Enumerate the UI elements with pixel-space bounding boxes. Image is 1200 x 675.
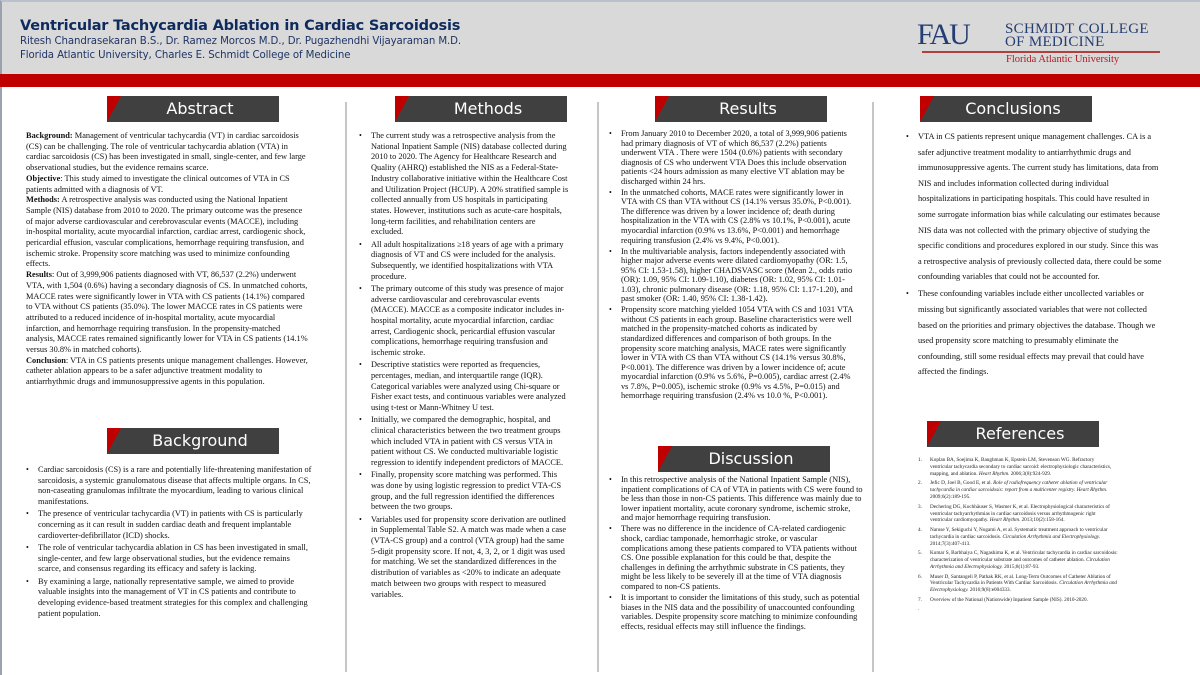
- methods-bullet: • All adult hospitalizations ≥18 years of age with a primary diagnosis of VT and CS were included for the analysis. Subsequently, we identified hospitalizations with VTA procedure.: [357, 240, 569, 283]
- abstract-paragraph-label: Results: [26, 270, 52, 280]
- reference-item: [918, 457, 1118, 478]
- results-bullet: • Propensity score matching yielded 1054 VTA with CS and 1031 VTA without CS patients in each group. Baseline characteristics were well matched in the propensity-matched cohorts as indicated by standardized differences and comparison of both groups. In the propensity score matching analysis, MACE rates were significantly lower in VTA with CS than VTA without CS (14.1% versus 30.8%, P<0.001). The difference was driven by a lower incidence of; acute myocardial infarction (0.9% vs 5.6%, P=0.005), cardiac arrest (2.4% vs 7.8%, P=0.005), ischemic stroke (0.9% vs 4.5%, P=0.015) and hemorrhage requiring transfusion (2.4% vs 10.0 %, P<0.001).: [607, 305, 857, 400]
- reference-item: [918, 480, 1118, 501]
- abstract-paragraph-text: A retrospective analysis was conducted using the National Inpatient Sample (NIS) database from 2010 to 2020. The primary outcome was the presence of major adverse cardiovascular and cerebrovascular events (MACCE), including in-hospital mortality, acute myocardial infarction, cardiac arrest, cardiogenic shock, pericardial effusion, vascular complications, hemorrhage requiring transfusion, and ischemic stroke. Propensity score matching was used to minimize confounding effects.: [26, 195, 306, 269]
- poster-authors: Ritesh Chandrasekaran B.S., Dr. Ramez Morcos M.D., Dr. Pugazhendhi Vijayaraman M.D.: [20, 36, 462, 47]
- fau-logo-school-line1: SCHMIDT COLLEGE: [1005, 21, 1149, 37]
- conclusions-list: [904, 129, 1162, 382]
- discussion-heading: Discussion: [658, 446, 830, 472]
- reference-journal: Role of radiofrequency catheter ablation of ventricular tachycardia in cardiac sarcoidosis: report from a multicenter registry. Heart Rhythm.: [930, 480, 1108, 494]
- reference-item: [918, 574, 1118, 595]
- results-list: [607, 129, 857, 402]
- reference-number: 2.: [918, 480, 922, 487]
- abstract-paragraph-label: Background:: [26, 131, 73, 140]
- discussion-list: [607, 475, 863, 633]
- reference-text: Dechering DG, Kochhäuser S, Wasmer K, et al. Electrophysiological characteristics of ventricular tachyarrhythmias in cardiac sarcoidosis versus arrhythmogenic right ventricular cardiomyopathy.: [930, 503, 1110, 524]
- results-bullet: • From January 2010 to December 2020, a total of 3,999,906 patients had primary diagnosis of VT of which 86,537 (2.2%) patients underwent VTA . There were 1504 (0.6%) patients with secondary diagnosis of CS who underwent VTA Does this include observation patients <24 hours admission as many elective VT ablation may be discharged within 24 hrs.: [607, 129, 857, 186]
- abstract-paragraph: [26, 356, 308, 388]
- background-bullet: • The role of ventricular tachycardia ablation in CS has been investigated in small, single-center, and few large observational studies, but the evidence remains scarce, and consensus regarding its efficacy and safety is lacking.: [24, 543, 312, 575]
- discussion-bullet: • In this retrospective analysis of the National Inpatient Sample (NIS), inpatient complications of CA of VTA in patients with CS were found to be less than those in non-CS patients. This difference was mainly due to lower inpatient mortality, acute coronary syndrome, ischemic stroke, and major hemorrhage requiring transfusion.: [607, 475, 863, 523]
- heading-red-wedge: [107, 428, 121, 454]
- reference-number: 1.: [918, 457, 922, 463]
- background-list: [24, 465, 312, 621]
- references-heading: References: [927, 421, 1099, 447]
- reference-number: 4.: [918, 526, 922, 533]
- abstract-paragraph-text: Management of ventricular tachycardia (VT) in cardiac sarcoidosis (CS) can be challenging. The role of ventricular tachycardia ablation (VTA) in cardiac sarcoidosis (CS) has been investigated in small, single-center, and few large observational studies, but the evidence remains scarce.: [26, 131, 306, 173]
- abstract-paragraph: [26, 131, 308, 174]
- poster-header: [0, 0, 1200, 74]
- methods-list: [357, 131, 569, 602]
- fau-logo-university: Florida Atlantic University: [1006, 54, 1120, 65]
- reference-number: .: [918, 606, 920, 613]
- column-divider-2: [597, 102, 599, 672]
- methods-bullet: • The current study was a retrospective analysis from the National Inpatient Sample (NIS) database collected during 2010 to 2020. The Agency for Healthcare Research and Quality (AHRQ) established the NIS as a Federal-State-Industry collaborative initiative within the Healthcare Cost and Utilization Project (HCUP). A 20% stratified sample is collected annually from US hospitals in participating states. However, institutions such as acute-care hospitals, long-term facilities, and rehabilitation centers are excluded.: [357, 131, 569, 238]
- header-red-stripe: [0, 74, 1200, 87]
- reference-text: Jefic D, Joel B, Good E, et al.: [930, 480, 994, 487]
- background-bullet: • Cardiac sarcoidosis (CS) is a rare and potentially life-threatening manifestation of sarcoidosis, a systemic granulomatous disease that affects multiple organs. In CS, non-caseating granulomas infiltrate the myocardium, leading to various clinical manifestations.: [24, 465, 312, 508]
- methods-bullet: • Initially, we compared the demographic, hospital, and clinical characteristics between the two treatment groups which included VTA in patient with CS versus VTA in patient without CS. We conducted multivariable logistic regression to identify independent predictors of MACCE.: [357, 415, 569, 469]
- heading-red-wedge: [920, 96, 934, 122]
- abstract-paragraph: [26, 174, 308, 195]
- methods-bullet: • Finally, propensity score matching was performed. This was done by using logistic regression to predict VTA-CS group, and the full regression identified the differences between the two groups.: [357, 470, 569, 513]
- conclusions-bullet: • These confounding variables include either uncollected variables or missing but significantly associated variables that were not collected based on the priorities and primary objectives the database. Though we used propensity score matching to presumably eliminate the confounding, still some residual effects may prevail that could have affected the findings.: [904, 286, 1162, 380]
- reference-item: [918, 504, 1118, 525]
- fau-logo-rule: [922, 51, 1160, 53]
- reference-citation: 2013;10(2):158-164.: [1020, 517, 1065, 524]
- abstract-body: [26, 131, 308, 388]
- results-bullet: • In the multivariable analysis, factors independently associated with higher major adverse events were dilated cardiomyopathy (OR: 1.5, 95% CI: 1.53-1.58), higher CHADSVASC score (Mean 2., odds ratio (OR): 1.09, 95% CI: 1.09-1.10), diabetes (OR: 1.02, 95% CI: 1.01-1.03), chronic pulmonary disease (OR: 1.18, 95% CI: 1.17-1.20), and past smoker (OR: 1.40, 95% CI: 1.38-1.42).: [607, 247, 857, 304]
- discussion-bullet: • There was no difference in the incidence of CA-related cardiogenic shock, cardiac tamponade, hemorrhagic stroke, or vascular complications among these patients compared to VTA patients without CS. One possible explanation for this could be that, despite the challenges in defining the arrhythmic substrate in CS patients, they might be less likely to be severely ill at the time of VTA diagnosis compared to non-CS patients.: [607, 524, 863, 591]
- reference-citation: 2009;6(2):189-195.: [930, 494, 971, 501]
- poster-affiliation: Florida Atlantic University, Charles E. Schmidt College of Medicine: [20, 50, 351, 61]
- results-heading: Results: [655, 96, 827, 122]
- reference-journal: Circulation Arrhythmia and Electrophysiology.: [1002, 533, 1101, 540]
- abstract-paragraph-text: : VTA in CS patients presents unique management challenges. However, catheter ablation appears to be a safer adjunctive treatment modality to antiarrhythmic drugs and immunosuppressive agents in this population.: [26, 355, 308, 387]
- reference-citation: 2016;9(8):e004333.: [968, 587, 1011, 594]
- reference-text: Overview of the National (Nationwide) Inpatient Sample (NIS). 2010-2020.: [930, 596, 1088, 603]
- heading-red-wedge: [927, 421, 941, 447]
- abstract-paragraph-label: Conclusion: [26, 355, 66, 365]
- abstract-paragraph-text: : This study aimed to investigate the clinical outcomes of VTA in CS patients admitted with a diagnosis of VT.: [26, 173, 290, 194]
- abstract-paragraph-label: Objective: [26, 173, 61, 183]
- abstract-paragraph-label: Methods:: [26, 195, 60, 205]
- methods-bullet: • Variables used for propensity score derivation are outlined in Supplemental Table S2. A match was made when a case (VTA-CS group) and a control (VTA group) had the same 5-digit propensity score. If not, 4, 3, 2, or 1 digit was used for matching. We set the standardized differences in the distribution of variables as <20% to indicate an adequate match between two groups with respect to measured variables.: [357, 515, 569, 601]
- abstract-paragraph: [26, 270, 308, 356]
- conclusions-bullet: • VTA in CS patients represent unique management challenges. CA is a safer adjunctive treatment modality to antiarrhythmic drugs and immunosuppressive agents. The current study has limitations, data from NIS and includes information collected during individual hospitalizations in participating hospitals. This could have resulted in some surrogate information bias while calculating our estimates because NIS data was not collected with the primary objective of studying the specific conditions and procedures explored in our study. Since this was a retrospective analysis of previously collected data, there could be some confounding variables that could not be accounted for.: [904, 129, 1162, 285]
- results-bullet: • In the unmatched cohorts, MACE rates were significantly lower in VTA with CS than VTA without CS (14.1% versus 35.0%, P<0.001). The difference was driven by a lower incidence of; death during hospitalization in the VTA with CS (2.8% vs 10.1%, P<0.001), acute myocardial infarction (0.9% vs 13.6%, P<0.001) and hemorrhage requiring transfusion (2.4% vs 9.4%, P<0.001).: [607, 188, 857, 245]
- fau-logo: [917, 18, 1187, 68]
- reference-number: 5.: [918, 550, 922, 557]
- reference-item: [918, 597, 1118, 604]
- fau-logo-mark: FAU: [917, 18, 969, 51]
- reference-item: [918, 527, 1118, 548]
- left-edge-border: [0, 87, 2, 675]
- reference-journal: Circulation Arrhythmia and Electrophysiology.: [930, 580, 1118, 594]
- methods-heading: Methods: [395, 96, 567, 122]
- abstract-heading: Abstract: [107, 96, 279, 122]
- column-divider-3: [872, 102, 874, 672]
- methods-bullet: • The primary outcome of this study was presence of major adverse cardiovascular and cerebrovascular events (MACCE). MACCE as a composite indicator includes in-hospital mortality, acute myocardial infarction, cardiac arrest, Cardiogenic shock, pericardial effusion vascular complications, hemorrhage requiring transfusion and ischemic stroke.: [357, 284, 569, 359]
- reference-number: 7.: [918, 596, 922, 603]
- reference-text: Muser D, Santangeli P, Pathak RK, et al. Long-Term Outcomes of Catheter Ablation of Ventricular Tachycardia in Patients With Cardiac Sarcoidosis.: [930, 573, 1111, 587]
- poster-title: Ventricular Tachycardia Ablation in Cardiac Sarcoidosis: [20, 18, 461, 34]
- background-bullet: • The presence of ventricular tachycardia (VT) in patients with CS is particularly concerning as it can result in sudden cardiac death and frequent implantable cardioverter-defibrillator (ICD) shocks.: [24, 509, 312, 541]
- heading-red-wedge: [658, 446, 672, 472]
- discussion-bullet: • It is important to consider the limitations of this study, such as potential biases in the NIS data and the possibility of unaccounted confounding variables. Despite propensity score matching to minimize confounding effects, residual effects may still influence the findings.: [607, 593, 863, 631]
- reference-text: Koplan BA, Soejima K, Baughman K, Epstein LM, Stevenson WG. Refractory ventricular tachycardia secondary to cardiac sarcoid: electrophysiologic characteristics, mapping, and ablation.: [930, 457, 1112, 477]
- reference-citation: 2006;3(8):924-929.: [1009, 470, 1052, 477]
- column-divider-1: [345, 102, 347, 672]
- background-bullet: • By examining a large, nationally representative sample, we aimed to provide valuable insights into the management of VT in CS patients and contribute to developing evidence-based treatment strategies for this complex and challenging patient population.: [24, 577, 312, 620]
- heading-red-wedge: [395, 96, 409, 122]
- reference-journal: Circulation Arrhythmia and Electrophysiology.: [930, 557, 1110, 571]
- reference-number: 3.: [918, 503, 922, 510]
- abstract-paragraph: [26, 195, 308, 270]
- reference-journal: Heart Rhythm.: [989, 517, 1021, 524]
- background-heading: Background: [107, 428, 279, 454]
- reference-text: Naruse Y, Sekiguchi Y, Nogami A, et al. Systematic treatment approach to ventricular tachycardia in cardiac sarcoidosis.: [930, 526, 1108, 540]
- abstract-paragraph-text: : Out of 3,999,906 patients diagnosed with VT, 86,537 (2.2%) underwent VTA, with 1,504 (0.6%) having a secondary diagnosis of CS. In unmatched cohorts, MACCE rates were significantly lower in VTA with CS patients (14.1%) compared to VTA without CS patients (35.0%). The lower MACCE rates in CS patients were attributed to a reduced incidence of in-hospital mortality, acute myocardial infarction, and hemorrhage requiring transfusion. In the propensity-matched analysis, MACCE rates remained significantly lower for VTA in CS patients (14.1% versus 30.8% in matched cohorts).: [26, 270, 308, 355]
- references-list: [918, 457, 1118, 613]
- heading-red-wedge: [655, 96, 669, 122]
- reference-text: Kumar S, Barbhaiya C, Nagashima K, et al. Ventricular tachycardia in cardiac sarcoidosis: characterization of ventricular substrate and outcomes of catheter ablation.: [930, 550, 1118, 564]
- conclusions-heading: Conclusions: [920, 96, 1092, 122]
- reference-item: [918, 550, 1118, 571]
- reference-citation: 2014;7(3):407-413.: [930, 540, 971, 547]
- heading-red-wedge: [107, 96, 121, 122]
- fau-logo-school-line2: OF MEDICINE: [1005, 34, 1105, 50]
- reference-number: 6.: [918, 573, 922, 580]
- reference-journal: Heart Rhythm.: [978, 470, 1010, 477]
- methods-bullet: • Descriptive statistics were reported as frequencies, percentages, median, and interquartile range (IQR). Categorical variables were analyzed using Chi-square or Fisher exact tests, and continuous variables were analyzed using t-test or Mann-Whitney U test.: [357, 360, 569, 414]
- reference-citation: 2015;8(1):87-93.: [1002, 564, 1040, 571]
